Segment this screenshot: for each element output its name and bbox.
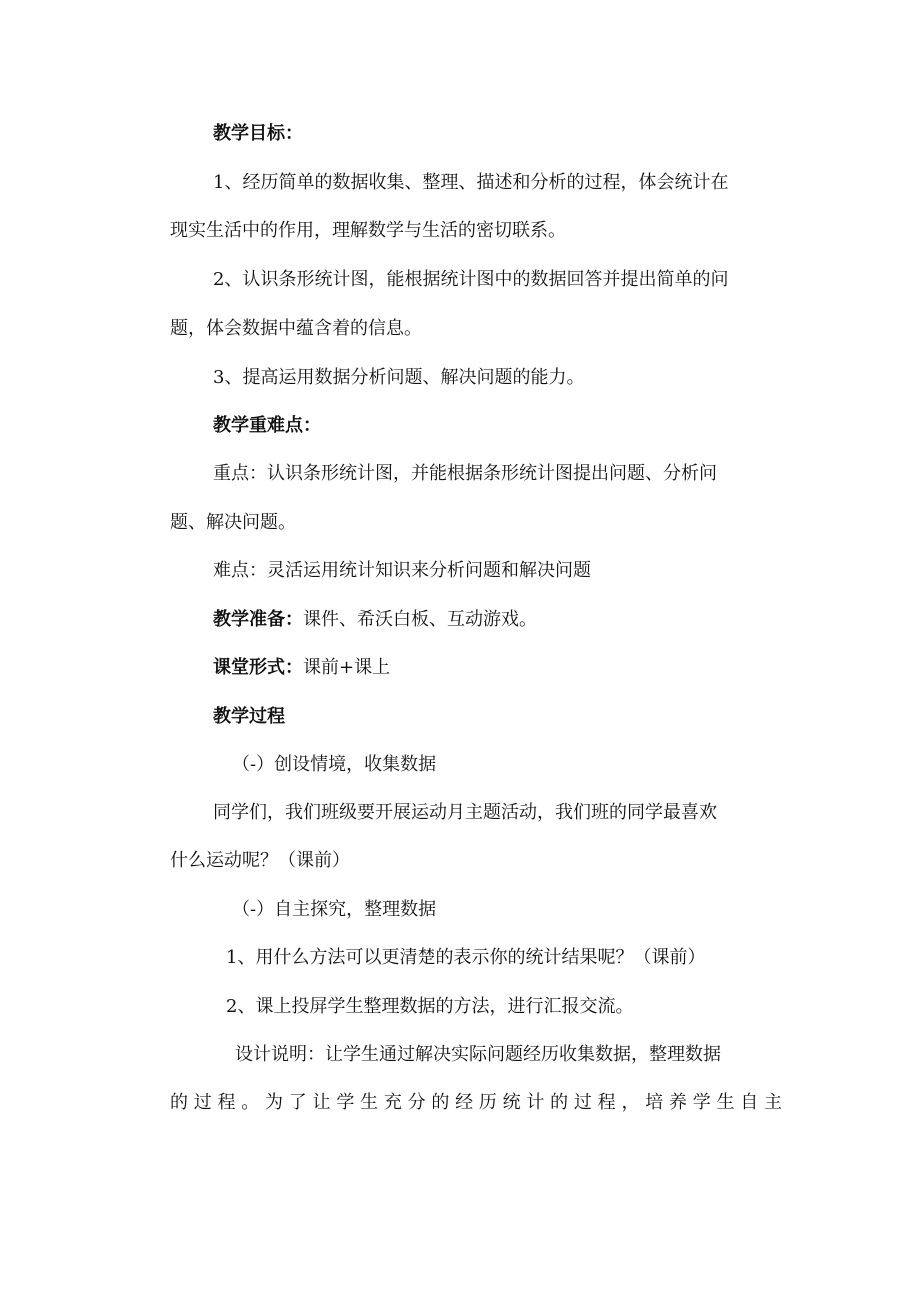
design-note-line-1: 设计说明：让学生通过解决实际问题经历收集数据，整理数据 <box>235 1044 721 1065</box>
section-2-item-1: 1、用什么方法可以更清楚的表示你的统计结果呢？（课前） <box>226 947 706 968</box>
objectives-heading: 教学目标： <box>213 123 303 144</box>
preparation-line <box>213 608 537 632</box>
objective-3: 3、提高运用数据分析问题、解决问题的能力。 <box>213 367 585 388</box>
key-points-heading: 教学重难点： <box>213 415 321 436</box>
objective-2-line-2: 题，体会数据中蕴含着的信息。 <box>170 318 422 339</box>
difficulty-line: 难点：灵活运用统计知识来分析问题和解决问题 <box>213 560 591 581</box>
section-2-title: （-）自主探究，整理数据 <box>232 899 437 920</box>
objective-1-line-2: 现实生活中的作用，理解数学与生活的密切联系。 <box>170 220 566 241</box>
preparation-text: 课件、希沃白板、互动游戏。 <box>303 609 537 630</box>
objective-2-line-1: 2、认识条形统计图，能根据统计图中的数据回答并提出简单的问 <box>213 269 729 290</box>
format-text: 课前+课上 <box>303 657 391 678</box>
format-line <box>213 656 390 680</box>
preparation-label: 教学准备： <box>213 609 303 630</box>
design-note-line-2: 的过程。为了让学生充分的经历统计的过程，培养学生自主 <box>170 1092 782 1113</box>
key-point-line-2: 题、解决问题。 <box>170 512 296 533</box>
section-2-item-2: 2、课上投屏学生整理数据的方法，进行汇报交流。 <box>226 996 634 1017</box>
objective-1-line-1: 1、经历简单的数据收集、整理、描述和分析的过程，体会统计在 <box>213 172 729 193</box>
section-1-line-1: 同学们，我们班级要开展运动月主题活动，我们班的同学最喜欢 <box>213 802 717 823</box>
section-1-title: （-）创设情境，收集数据 <box>232 754 437 775</box>
process-heading: 教学过程 <box>213 706 285 727</box>
key-point-line-1: 重点：认识条形统计图，并能根据条形统计图提出问题、分析问 <box>213 463 717 484</box>
section-1-line-2: 什么运动呢？（课前） <box>170 850 350 871</box>
format-label: 课堂形式： <box>213 657 303 678</box>
